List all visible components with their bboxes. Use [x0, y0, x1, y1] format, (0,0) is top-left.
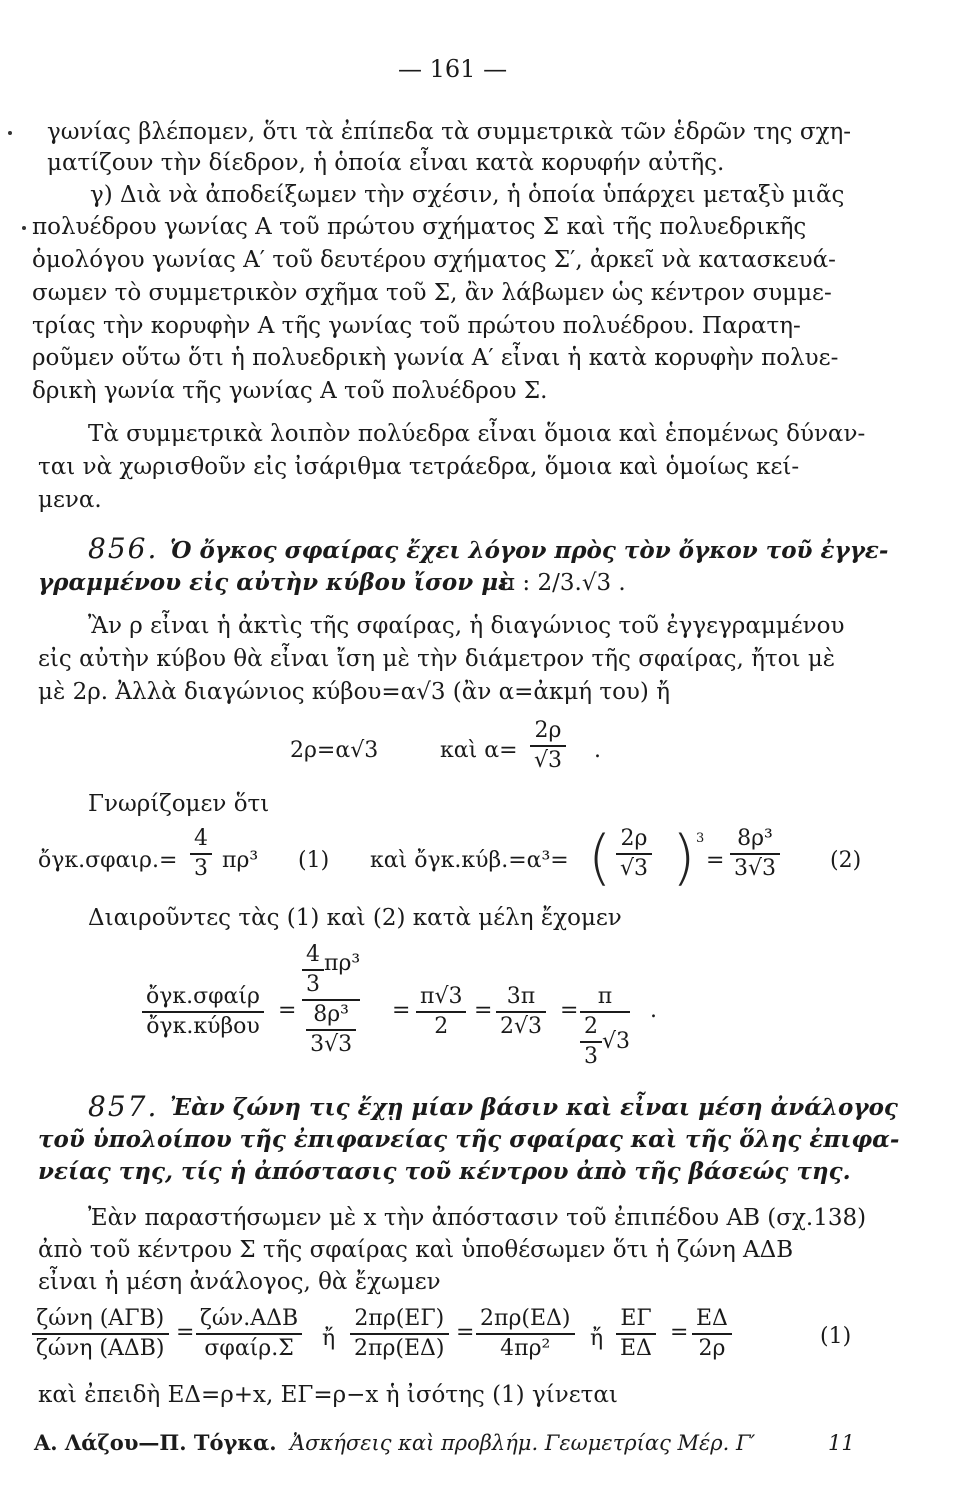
text-line: ματίζουν τὴν δίεδρον, ἡ ὁποία εἶναι κατὰ κορυφήν αὐτῆς. [47, 150, 725, 176]
equation-text: ὄγκ.σφαιρ.= [38, 848, 178, 873]
equation-text: . [594, 738, 601, 763]
equation-text: . [650, 998, 657, 1023]
equation-text: ἤ [590, 1326, 604, 1351]
numerator: 4 [194, 826, 208, 851]
fraction-bar [530, 745, 566, 747]
fraction-bar [302, 969, 324, 971]
fraction [580, 1014, 602, 1070]
fraction-bar [580, 1011, 630, 1013]
footer-authors-text: Α. Λάζου—Π. Τόγκα. [34, 1430, 277, 1455]
denominator: 2ρ [698, 1336, 726, 1361]
denominator: ΕΔ [620, 1336, 652, 1361]
equation-text: = [278, 998, 297, 1023]
fraction-bar [196, 1333, 302, 1335]
text-line: μὲ 2ρ. Ἀλλὰ διαγώνιος κύβου=α√3 (ἂν α=ἀκμή του) ἤ [38, 679, 670, 705]
denominator: 3 [306, 972, 320, 997]
fraction [32, 1306, 169, 1362]
footer-authors [34, 1428, 277, 1458]
numerator: 4 [306, 942, 320, 967]
equation-text: = [392, 998, 411, 1023]
text-line: Ἂν ρ εἶναι ἡ ἀκτὶς τῆς σφαίρας, ἡ διαγώνιος τοῦ ἐγγεγραμμένου [88, 613, 845, 639]
fraction-bar [616, 853, 652, 855]
fraction-bar [580, 1041, 602, 1043]
numerator: 2πρ(ΕΓ) [354, 1306, 445, 1331]
numerator: π [597, 984, 613, 1009]
fraction [692, 1306, 732, 1362]
fraction-bar [142, 1011, 264, 1013]
text-line: ροῦμεν οὕτω ὅτι ἡ πολυεδρικὴ γωνία Α′ εἶναι ἡ κατὰ κορυφὴν πολυε- [32, 345, 839, 371]
equation-text: = [670, 1320, 689, 1345]
fraction [302, 942, 360, 1058]
equation-text: = [456, 1320, 475, 1345]
equation-tag: (1) [820, 1324, 852, 1349]
text-line: Τὰ συμμετρικὰ λοιπὸν πολύεδρα εἶναι ὅμοια καὶ ἑπομένως δύναν- [88, 421, 866, 447]
fraction-bar [190, 853, 212, 855]
text-line: πολυέδρου γωνίας Α τοῦ πρώτου σχήματος Σ καὶ τῆς πολυεδρικῆς [32, 214, 807, 240]
text-line: Διαιροῦντες τὰς (1) καὶ (2) κατὰ μέλη ἔχομεν [88, 905, 622, 931]
denominator: 3 [194, 856, 208, 881]
fraction-bar [496, 1011, 546, 1013]
fraction-bar [32, 1333, 169, 1335]
denominator: 3√3 [734, 856, 777, 881]
fraction [142, 984, 264, 1040]
numerator: 2πρ(ΕΔ) [480, 1306, 571, 1331]
footer-signature: 11 [828, 1431, 855, 1455]
fraction-bar [730, 853, 780, 855]
equation-text: καὶ ὄγκ.κύβ.=α³= [370, 848, 569, 873]
numerator: ΕΓ [620, 1306, 652, 1331]
fraction [302, 942, 324, 998]
denominator: √3 [620, 856, 649, 881]
problem-856-number: 856. [88, 532, 159, 565]
numerator [302, 942, 360, 998]
denominator: 3 [584, 1044, 598, 1069]
denominator: 2πρ(ΕΔ) [354, 1336, 445, 1361]
margin-dot [8, 131, 12, 135]
fraction-bar [616, 1333, 656, 1335]
fraction-bar [476, 1333, 575, 1335]
equation-text: 2ρ=α√3 [290, 738, 379, 763]
fraction [190, 826, 212, 882]
exponent: 3 [696, 831, 705, 846]
denominator: σφαίρ.Σ [204, 1336, 294, 1361]
equation-text: = [560, 998, 579, 1023]
fraction [476, 1306, 575, 1362]
numerator: 8ρ³ [313, 1002, 349, 1027]
fraction [350, 1306, 449, 1362]
numerator: 2 [584, 1014, 598, 1039]
numerator: ζών.ΑΔΒ [200, 1306, 299, 1331]
fraction-bar [306, 1029, 356, 1031]
denominator: ὄγκ.κύβου [146, 1014, 260, 1039]
equation-text: πρ³ [222, 848, 259, 873]
problem-856-title: γραμμένου εἰς αὐτὴν κύβου ἴσον μὲ [38, 569, 513, 596]
page-number: — 161 — [398, 55, 508, 83]
right-parenthesis: ) [672, 823, 696, 893]
footer-book-title: Ἀσκήσεις καὶ προβλήμ. Γεωμετρίας Μέρ. Γ′ [290, 1431, 756, 1455]
text-line: καὶ ἐπειδὴ ΕΔ=ρ+x, ΕΓ=ρ−x ἡ ἰσότης (1) γίνεται [38, 1382, 618, 1408]
equation-text: καὶ α= [440, 738, 518, 763]
problem-857-title: νείας της, τίς ἡ ἀπόστασις τοῦ κέντρου ἀπὸ τῆς βάσεώς της. [38, 1158, 851, 1185]
text-line: τρίας τὴν κορυφὴν Α τῆς γωνίας τοῦ πρώτου πολυέδρου. Παρατη- [32, 313, 801, 339]
fraction-bar [692, 1333, 732, 1335]
equation-text: ἤ [322, 1326, 336, 1351]
fraction [196, 1306, 302, 1362]
fraction-bar [302, 999, 360, 1001]
fraction [530, 718, 566, 774]
fraction [616, 826, 652, 882]
text-line: ὁμολόγου γωνίας Α′ τοῦ δευτέρου σχήματος Σ′, ἀρκεῖ νὰ κατασκευά- [32, 247, 836, 273]
text-line: Γνωρίζομεν ὅτι [88, 791, 270, 817]
numerator: 8ρ³ [737, 826, 773, 851]
fraction [730, 826, 780, 882]
text-line: ἀπὸ τοῦ κέντρου Σ τῆς σφαίρας καὶ ὑποθέσωμεν ὅτι ἡ ζώνη ΑΔΒ [38, 1237, 794, 1263]
numerator: π√3 [420, 984, 463, 1009]
denominator: 3√3 [310, 1032, 353, 1057]
numerator: 2ρ [534, 718, 562, 743]
text-line: σωμεν τὸ συμμετρικὸν σχῆμα τοῦ Σ, ἂν λάβωμεν ὡς κέντρον συμμε- [32, 280, 832, 306]
numerator: ζώνη (ΑΓΒ) [36, 1306, 165, 1331]
fraction [580, 984, 630, 1070]
left-parenthesis: ( [588, 823, 612, 893]
denominator: √3 [534, 748, 563, 773]
numerator: 2ρ [620, 826, 648, 851]
margin-dot [22, 226, 26, 230]
denominator [580, 1014, 630, 1070]
equation-text: πρ³ [324, 951, 361, 976]
equation-text: = [474, 998, 493, 1023]
denominator [306, 1002, 356, 1058]
fraction-bar [350, 1333, 449, 1335]
problem-856-title: Ὁ ὄγκος σφαίρας ἔχει λόγον πρὸς τὸν ὄγκον τοῦ ἐγγε- [170, 537, 889, 564]
text-line: μενα. [38, 487, 102, 513]
text-line: ται νὰ χωρισθοῦν εἰς ἰσάριθμα τετράεδρα, ὅμοια καὶ ὁμοίως κεί- [38, 454, 800, 480]
equation-tag: (1) [298, 848, 330, 873]
problem-857-number: 857. [88, 1090, 159, 1123]
denominator: 2 [434, 1014, 449, 1039]
text-line: γωνίας βλέπομεν, ὅτι τὰ ἐπίπεδα τὰ συμμετρικὰ τῶν ἑδρῶν της σχη- [47, 119, 852, 145]
fraction [496, 984, 546, 1040]
equation-tag: (2) [830, 848, 862, 873]
equation-text: = [176, 1320, 195, 1345]
denominator: 2√3 [500, 1014, 543, 1039]
text-line: δρικὴ γωνία τῆς γωνίας Α τοῦ πολυέδρου Σ. [32, 378, 548, 404]
denominator: ζώνη (ΑΔΒ) [36, 1336, 165, 1361]
numerator: 3π [506, 984, 536, 1009]
fraction [616, 1306, 656, 1362]
text-line: Ἐὰν παραστήσωμεν μὲ x τὴν ἀπόστασιν τοῦ ἐπιπέδου ΑΒ (σχ.138) [88, 1205, 867, 1231]
numerator: ΕΔ [696, 1306, 728, 1331]
text-line: γ) Διὰ νὰ ἀποδείξωμεν τὴν σχέσιν, ἡ ὁποία ὑπάρχει μεταξὺ μιᾶς [90, 182, 845, 208]
equation-text: = [706, 848, 725, 873]
problem-857-title: τοῦ ὑπολοίπου τῆς ἐπιφανείας τῆς σφαίρας καὶ τῆς ὅλης ἐπιφα- [38, 1126, 900, 1153]
ratio-formula: π : 2/3.√3 . [500, 570, 626, 596]
text-line: εἰς αὐτὴν κύβου θὰ εἶναι ἴση μὲ τὴν διάμετρον τῆς σφαίρας, ἤτοι μὲ [38, 646, 836, 672]
denominator: 4πρ² [500, 1336, 551, 1361]
fraction [416, 984, 466, 1040]
problem-857-title: Ἐὰν ζώνη τις ἔχῃ μίαν βάσιν καὶ εἶναι μέση ἀνάλογος [170, 1094, 898, 1121]
equation-text: √3 [602, 1029, 631, 1054]
text-line: εἶναι ἡ μέση ἀνάλογος, θὰ ἔχωμεν [38, 1269, 441, 1295]
numerator: ὄγκ.σφαίρ [146, 984, 260, 1009]
fraction-bar [416, 1011, 466, 1013]
